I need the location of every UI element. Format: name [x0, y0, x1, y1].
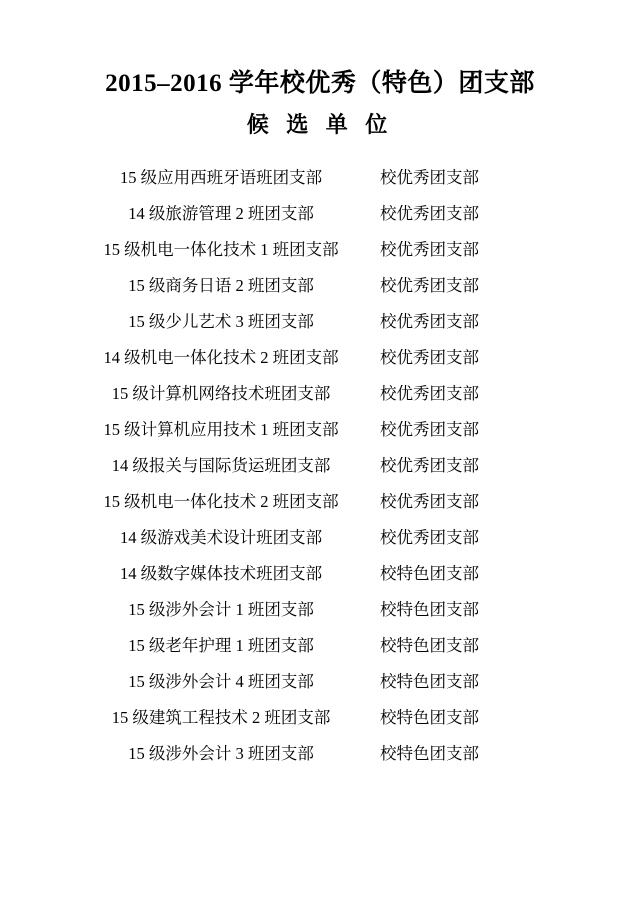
unit-name: 14 级机电一体化技术 2 班团支部 [103, 347, 339, 367]
unit-name: 15 级涉外会计 3 班团支部 [128, 743, 314, 763]
unit-name: 14 级数字媒体技术班团支部 [119, 563, 323, 583]
award-type: 校优秀团支部 [380, 275, 479, 295]
list-item [72, 556, 568, 592]
award-type: 校优秀团支部 [380, 204, 479, 224]
list-item [72, 196, 568, 232]
unit-name: 15 级商务日语 2 班团支部 [128, 275, 314, 295]
list-item [72, 664, 568, 700]
unit-name: 15 级少儿艺术 3 班团支部 [128, 311, 314, 331]
list-item [72, 700, 568, 736]
award-type: 校特色团支部 [380, 707, 479, 727]
award-type: 校优秀团支部 [380, 455, 479, 475]
award-type: 校特色团支部 [380, 599, 479, 619]
list-item [72, 448, 568, 484]
list-item [72, 520, 568, 556]
award-type: 校优秀团支部 [380, 383, 479, 403]
unit-name: 15 级计算机应用技术 1 班团支部 [103, 419, 339, 439]
list-item [72, 160, 568, 196]
unit-name: 14 级游戏美术设计班团支部 [119, 527, 323, 547]
award-type: 校特色团支部 [380, 671, 479, 691]
list-item [72, 268, 568, 304]
award-type: 校特色团支部 [380, 635, 479, 655]
list-item [72, 592, 568, 628]
document-title [72, 66, 568, 146]
list-item [72, 412, 568, 448]
award-type: 校优秀团支部 [380, 419, 479, 439]
unit-name: 15 级应用西班牙语班团支部 [119, 168, 323, 188]
list-item [72, 628, 568, 664]
unit-name: 15 级涉外会计 1 班团支部 [128, 599, 314, 619]
award-type: 校优秀团支部 [380, 168, 479, 188]
award-type: 校特色团支部 [380, 563, 479, 583]
list-item [72, 376, 568, 412]
unit-name: 15 级老年护理 1 班团支部 [128, 635, 314, 655]
unit-name: 15 级涉外会计 4 班团支部 [128, 671, 314, 691]
title-line-primary: 2015–2016 学年校优秀（特色）团支部 [105, 70, 535, 97]
unit-name: 15 级建筑工程技术 2 班团支部 [111, 707, 331, 727]
award-type: 校优秀团支部 [380, 491, 479, 511]
award-type: 校优秀团支部 [380, 527, 479, 547]
list-item [72, 340, 568, 376]
list-item [72, 232, 568, 268]
unit-name: 15 级计算机网络技术班团支部 [111, 383, 331, 403]
list-item [72, 484, 568, 520]
candidate-list [72, 160, 568, 771]
list-item [72, 304, 568, 340]
unit-name: 14 级报关与国际货运班团支部 [111, 455, 331, 475]
award-type: 校优秀团支部 [380, 347, 479, 367]
award-type: 校优秀团支部 [380, 239, 479, 259]
award-type: 校优秀团支部 [380, 311, 479, 331]
list-item [72, 736, 568, 772]
award-type: 校特色团支部 [380, 743, 479, 763]
unit-name: 15 级机电一体化技术 2 班团支部 [103, 491, 339, 511]
unit-name: 14 级旅游管理 2 班团支部 [128, 204, 314, 224]
title-line-secondary: 候 选 单 位 [246, 112, 394, 138]
unit-name: 15 级机电一体化技术 1 班团支部 [103, 239, 339, 259]
